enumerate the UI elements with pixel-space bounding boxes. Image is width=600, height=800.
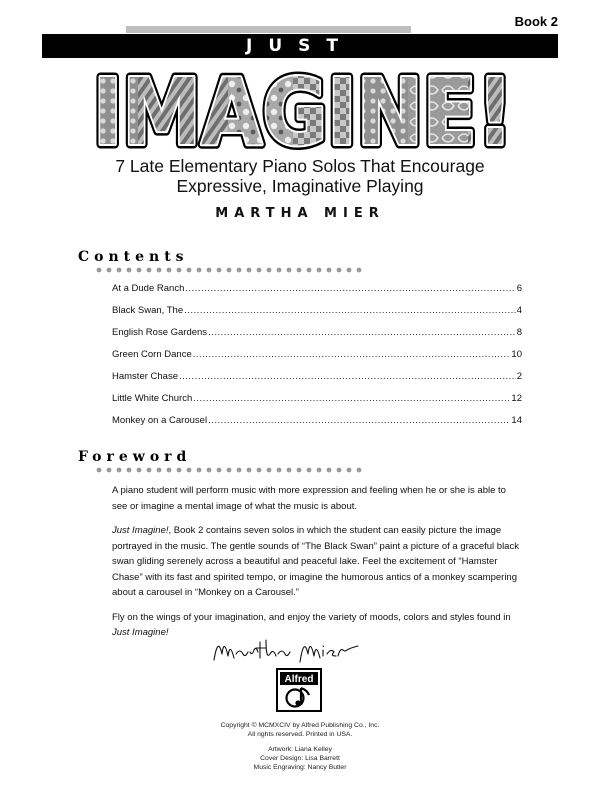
toc-leader: [193, 393, 510, 404]
toc-page: 12: [511, 393, 522, 404]
signature: [210, 632, 360, 668]
foreword-heading: Foreword: [78, 449, 192, 465]
toc-title: Little White Church: [112, 393, 193, 404]
toc-entry[interactable]: [112, 283, 522, 305]
foreword-paragraph-3-text: Fly on the wings of your imagination, and enjoy the variety of moods, colors and styles found in: [112, 611, 511, 623]
contents-heading: Contents: [78, 249, 189, 265]
toc-entry[interactable]: [112, 371, 522, 393]
toc-entry[interactable]: [112, 349, 522, 371]
toc-leader: [185, 283, 515, 294]
subtitle-line-1: 7 Late Elementary Piano Solos That Encourage: [115, 156, 485, 176]
engraving-credit: Music Engraving: Nancy Butler: [253, 764, 347, 771]
toc-entry[interactable]: [112, 415, 522, 437]
foreword-paragraph-2-text: , Book 2 contains seven solos in which the student can easily picture the image portrayed in the music. The gentle sounds of “The Black Swan” paint a picture of a graceful black swan gliding serenely across a beautiful and peaceful lake. Feel the excitement of “Hamster Chase” with its fast and spirited tempo, or imagine the humorous antics of a monkey scampering about a carousel in “Monkey on a Carousel.”: [112, 525, 519, 598]
header-gray-rule: [126, 26, 411, 33]
cover-credit: Cover Design: Lisa Barrett: [260, 755, 340, 762]
book-title-italic: Just Imagine!: [112, 525, 169, 536]
toc-page: 14: [511, 415, 522, 426]
contents-dot-rule: [96, 266, 366, 274]
subtitle-line-2: Expressive, Imaginative Playing: [176, 176, 424, 196]
toc-entry[interactable]: [112, 393, 522, 415]
publisher-logo: [276, 668, 322, 712]
copyright-line: Copyright © MCMXCIV by Alfred Publishing Co., Inc.: [220, 722, 380, 729]
toc-title: At a Dude Ranch: [112, 283, 185, 294]
toc-leader: [179, 371, 516, 382]
artwork-credit: Artwork: Liana Kelley: [268, 746, 332, 753]
toc-title: Hamster Chase: [112, 371, 178, 382]
credits-footer: [0, 721, 600, 772]
foreword-paragraph-2: [112, 523, 522, 601]
foreword-dot-rule: [96, 466, 366, 474]
toc-title: Green Corn Dance: [112, 349, 192, 360]
book-label: Book 2: [514, 14, 558, 29]
foreword-body: [112, 483, 522, 650]
toc-page: 4: [516, 305, 522, 316]
toc-leader: [193, 349, 511, 360]
composer-name: MARTHA MIER: [215, 206, 385, 221]
subtitle: [0, 156, 600, 196]
toc-entry[interactable]: [112, 327, 522, 349]
toc-page: 2: [516, 371, 522, 382]
svg-text:Alfred: Alfred: [284, 674, 314, 685]
toc-entry[interactable]: [112, 305, 522, 327]
imagine-title-logo: [88, 66, 518, 152]
toc-page: 10: [511, 349, 522, 360]
toc-title: English Rose Gardens: [112, 327, 208, 338]
series-word: JUST: [246, 36, 354, 56]
toc-leader: [208, 327, 516, 338]
book-title-italic: Just Imagine!: [112, 627, 169, 638]
toc-page: 8: [516, 327, 522, 338]
toc-title: Black Swan, The: [112, 305, 184, 316]
contents-list: [112, 283, 522, 437]
toc-page: 6: [516, 283, 522, 294]
rights-line: All rights reserved. Printed in USA.: [247, 731, 353, 738]
foreword-paragraph-1: A piano student will perform music with more expression and feeling when he or she is able to see or imagine a mental image of what the music is about.: [112, 485, 506, 512]
toc-title: Monkey on a Carousel: [112, 415, 208, 426]
toc-leader: [184, 305, 516, 316]
toc-leader: [208, 415, 510, 426]
